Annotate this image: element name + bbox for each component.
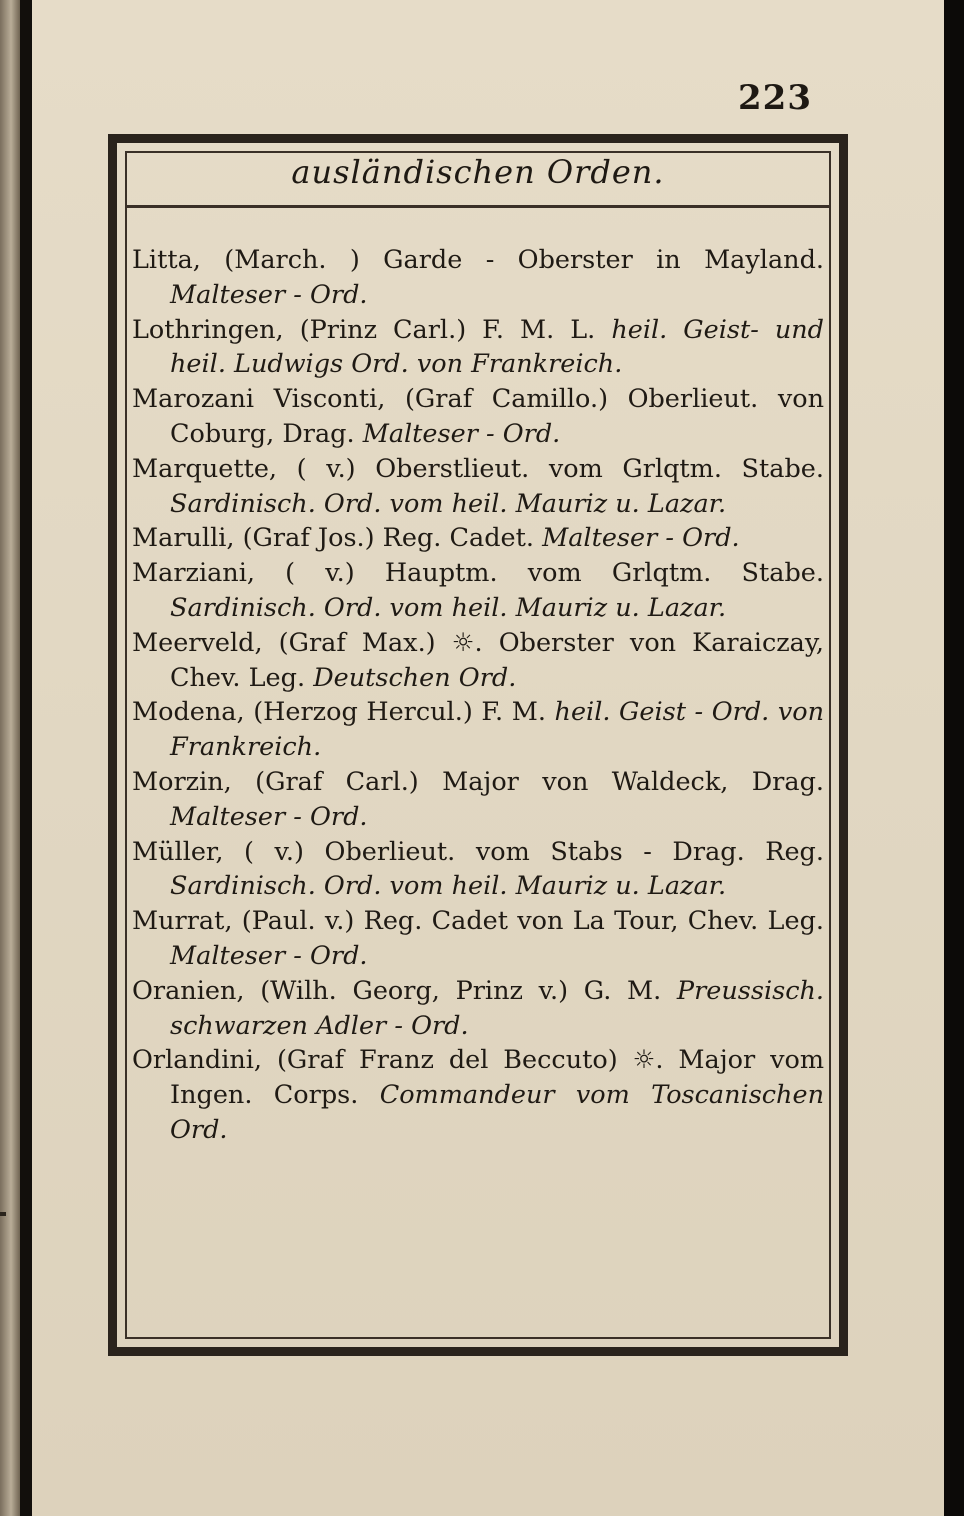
entry-orlandini (132, 1043, 824, 1147)
entry-marulli (132, 521, 824, 556)
entry-name: Marziani, (132, 558, 255, 589)
entry-name: Morzin, (132, 766, 232, 797)
entry-details: (Graf Max.) ☼. Oberster von Karaiczay, Chev. Leg. (170, 627, 825, 693)
entry-details: (March. ) Garde - Oberster in Mayland. (224, 245, 824, 275)
entry-name: Marquette, (132, 453, 278, 484)
entry-order: Malteser - Ord. (170, 801, 368, 832)
entry-name: Lothringen, (132, 314, 284, 345)
entry-details: ( v.) Hauptm. vom Grlqtm. Stabe. (285, 558, 824, 589)
entry-meerveld (132, 626, 824, 696)
entry-litta (132, 243, 824, 313)
page-number: 223 (738, 78, 812, 118)
entry-order: Malteser - Ord. (170, 279, 368, 310)
entry-details: (Wilh. Georg, Prinz v.) G. M. (260, 975, 662, 1006)
entry-order: Sardinisch. Ord. vom heil. Mauriz u. Lazar. (170, 592, 727, 623)
entry-name: Murrat, (132, 906, 233, 937)
entry-order: heil. Geist - Ord. von Frankreich. (170, 697, 825, 763)
entry-name: Meerveld, (132, 627, 263, 658)
entry-lothringen (132, 313, 824, 383)
entry-oranien (132, 974, 824, 1044)
previous-page-mark (0, 1212, 6, 1216)
entry-order: Sardinisch. Ord. vom heil. Mauriz u. Lazar. (170, 871, 727, 902)
entry-order: Deutschen Ord. (313, 662, 517, 693)
entry-name: Marulli, (132, 523, 235, 554)
entry-details: ( v.) Oberstlieut. vom Grlqtm. Stabe. (296, 453, 824, 484)
entry-name: Orlandini, (132, 1045, 263, 1076)
order-entries-list (132, 243, 824, 1148)
entry-order: Sardinisch. Ord. vom heil. Mauriz u. Lazar. (170, 488, 727, 519)
entry-order: Malteser - Ord. (362, 418, 561, 449)
header-rule (125, 205, 831, 208)
entry-marozani-visconti (132, 382, 824, 452)
entry-name: Litta, (132, 245, 201, 275)
book-gutter (20, 0, 32, 1516)
entry-name: Müller, (132, 836, 224, 867)
entry-details: (Prinz Carl.) F. M. L. (299, 314, 596, 345)
previous-page-edge (0, 0, 20, 1516)
entry-name: Modena, (132, 697, 245, 728)
entry-marziani (132, 556, 824, 626)
entry-order: Malteser - Ord. (170, 940, 368, 971)
entry-mueller (132, 835, 824, 905)
entry-modena (132, 695, 824, 765)
entry-name: Marozani Visconti, (132, 384, 386, 415)
entry-marquette (132, 452, 824, 522)
entry-details: ( v.) Oberlieut. vom Stabs - Drag. Reg. (244, 836, 824, 867)
running-header: ausländischen Orden. (291, 153, 665, 191)
entry-morzin (132, 765, 824, 835)
entry-details: (Graf Jos.) Reg. Cadet. (242, 523, 534, 554)
entry-details: (Graf Franz del Beccuto) ☼. Major vom Ingen. Corps. (170, 1045, 825, 1111)
entry-order: Malteser - Ord. (542, 523, 740, 554)
entry-order: heil. Geist- und heil. Ludwigs Ord. von Frankreich. (170, 314, 825, 380)
entry-details: (Paul. v.) Reg. Cadet von La Tour, Chev. Leg. (241, 906, 824, 937)
entry-details: (Herzog Hercul.) F. M. (253, 697, 546, 728)
entry-name: Oranien, (132, 975, 245, 1006)
entry-details: (Graf Carl.) Major von Waldeck, Drag. (255, 766, 824, 797)
entry-murrat (132, 904, 824, 974)
entry-order: Preussisch. schwarzen Adler - Ord. (170, 975, 825, 1041)
entry-details: (Graf Camillo.) Oberlieut. von Coburg, Drag. (170, 384, 825, 449)
entry-order: Commandeur vom Toscanischen Ord. (170, 1080, 824, 1145)
page-right-edge (944, 0, 964, 1516)
